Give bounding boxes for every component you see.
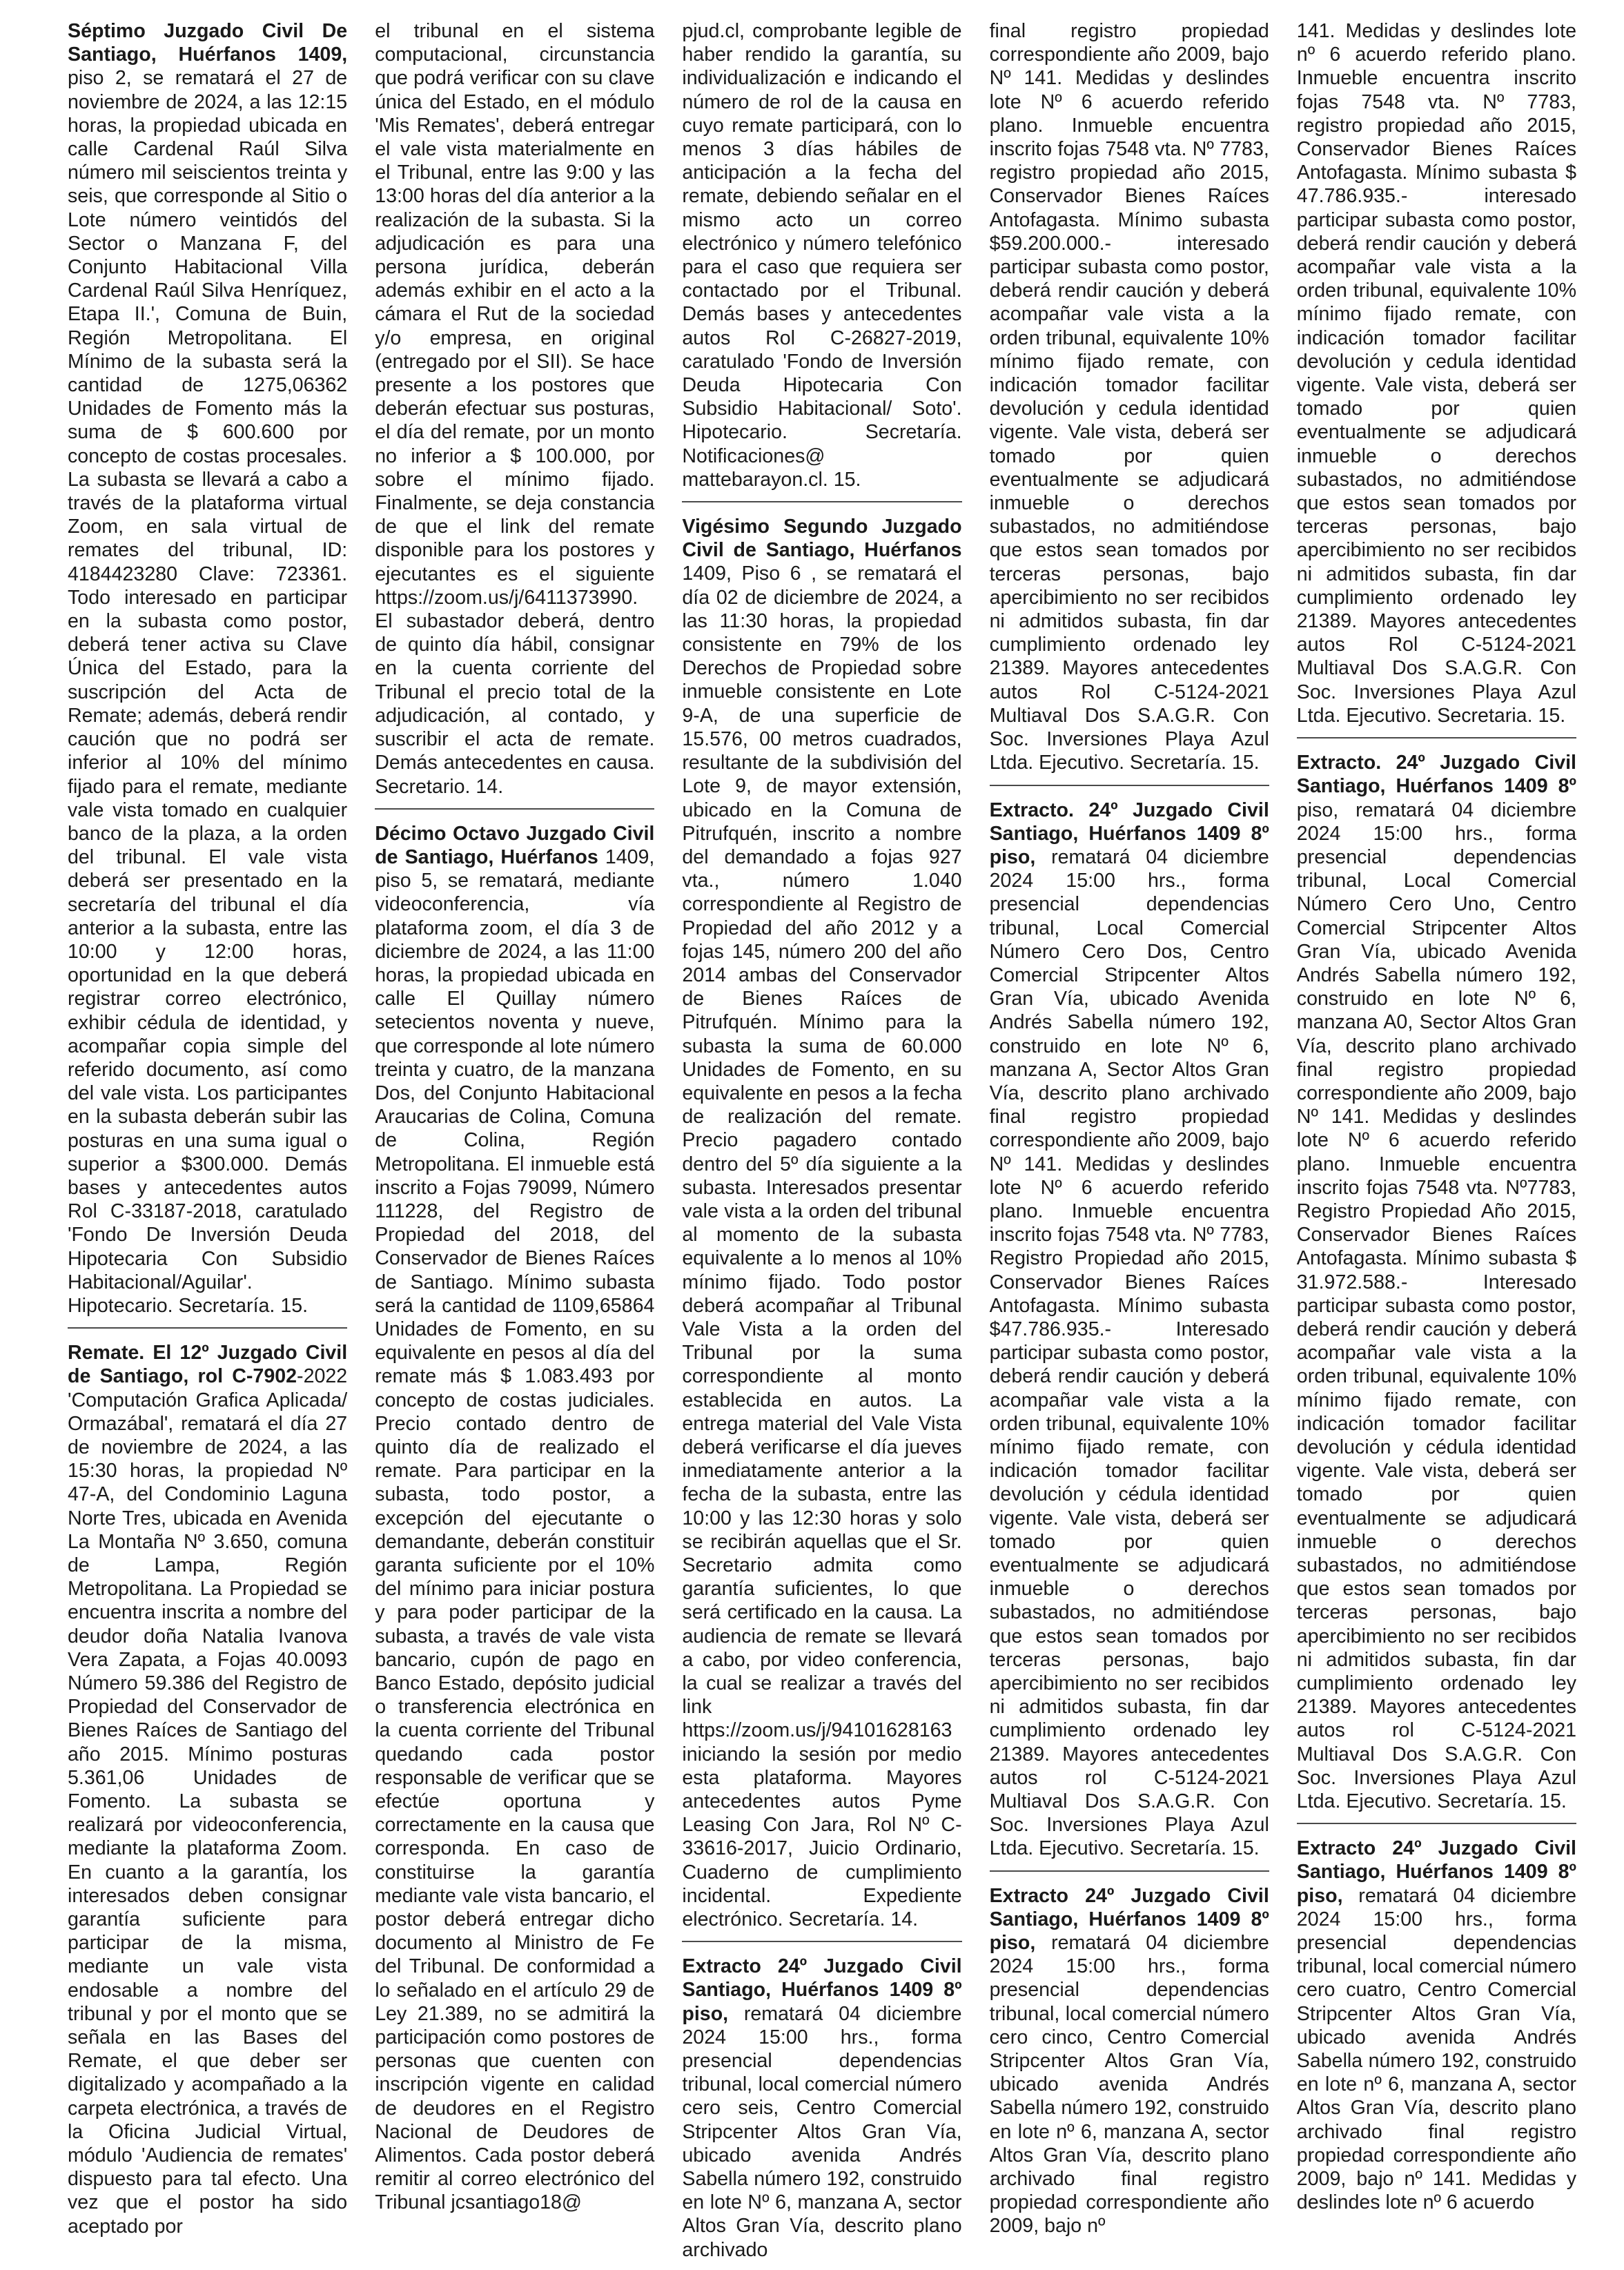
notice-heading: Extracto 24º Juzgado Civil Santiago, Huérfanos 1409 8º piso, — [1296, 1837, 1576, 1907]
notice-body: 141. Medidas y deslindes lote nº 6 acuerdo referido plano. Inmueble encuentra inscrito fojas 7548 vta. Nº 7783, registro propiedad año 2015, Conservador Bienes Raíces Antofagasta. Mínimo subasta $ 47.786.935.- interesado participar subasta como postor, deberá rendir caución y deberá acompañar vale vista a la orden tribunal, equivalente 10% mínimo fijado remate, con indicación tomador facilitar devolución y cedula identidad vigente. Vale vista, deberá ser tomado por quien eventualmente se adjudicará inmueble o derechos subastados, no admitiéndose que estos sean tomados por terceras personas, bajo apercibimiento no ser recibidos ni admitidos subasta, fin dar cumplimiento ordenado ley 21389. Mayores antecedentes autos Rol C-5124-2021 Multiaval Dos S.A.G.R. Con Soc. Inversiones Playa Azul Ltda. Ejecutivo. Secretaria. 15. — [1296, 20, 1576, 727]
notice-body: el tribunal en el sistema computacional, circunstancia que podrá verificar con su clave única del Estado, en el módulo 'Mis Remates', deberá entregar el vale vista materialmente en el Tribunal, entre las 9:00 y las 13:00 horas del día anterior a la realización de la subasta. Si la adjudicación es para una persona jurídica, deberán además exhibir en el acto a la cámara el Rut de la sociedad y/o empresa, en original (entregado por el SII). Se hace presente a los postores que deberán efectuar sus posturas, el día del remate, por un monto no inferior a $ 100.000, por sobre el mínimo fijado. Finalmente, se deja constancia de que el link del remate disponible para los postores y ejecutantes es el siguiente https://zoom.us/j/6411373990. El subastador deberá, dentro de quinto día hábil, consignar en la cuenta corriente del Tribunal el precio total de la adjudicación, al contado, y suscribir el acta de remate. Demás antecedentes en causa. Secretario. 14. — [375, 20, 655, 798]
legal-notice — [990, 1880, 1269, 2238]
notice-heading: Extracto 24º Juzgado Civil Santiago, Huérfanos 1409 8º piso, — [989, 1884, 1269, 1955]
column-2 — [375, 19, 654, 2270]
notice-heading: Remate. El 12º Juzgado Civil de Santiago, rol C-7902 — [68, 1342, 348, 1388]
column-4 — [990, 19, 1269, 2270]
legal-notice — [682, 1950, 961, 2262]
notice-body: rematará 04 diciembre 2024 15:00 hrs., forma presencial dependencias tribunal, Local Comercial Número Cero Dos, Centro Comercial Stripcenter Altos Gran Vía, ubicado Avenida Andrés Sabella número 192, construido en lote Nº 6, manzana A, Sector Altos Gran Vía, descrito plano archivado final registro propiedad correspondiente año 2009, bajo Nº 141. Medidas y deslindes lote Nº 6 acuerdo referido plano. Inmueble encuentra inscrito fojas 7548 vta. Nº 7783, Registro Propiedad año 2015, Conservador Bienes Raíces Antofagasta. Mínimo subasta $47.786.935.- Interesado participar subasta como postor, deberá rendir caución y deberá acompañar vale vista a la orden tribunal, equivalente 10% mínimo fijado remate, con indicación tomador facilitar devolución y cédula identidad vigente. Vale vista, deberá ser tomado por quien eventualmente se adjudicará inmueble o derechos subastados, no admitiéndose que estos sean tomados por terceras personas, bajo apercibimiento no ser recibidos ni admitidos subasta, fin dar cumplimiento ordenado ley 21389. Mayores antecedentes autos rol C-5124-2021 Multiaval Dos S.A.G.R. Con Soc. Inversiones Playa Azul Ltda. Ejecutivo. Secretaría. 15. — [989, 845, 1269, 1860]
notice-body: 1409, piso 5, se rematará, mediante videoconferencia, vía plataforma zoom, el día 3 de diciembre de 2024, a las 11:00 horas, la propiedad ubicada en calle El Quillay número setecientos noventa y nueve, que corresponde al lote número treinta y cuatro, de la manzana Dos, del Conjunto Habitacional Araucarias de Colina, Comuna de Colina, Región Metropolitana. El inmueble está inscrito a Fojas 79099, Número 111228, del Registro de Propiedad del 2018, del Conservador de Bienes Raíces de Santiago. Mínimo subasta será la cantidad de 1109,65864 Unidades de Fomento, en su equivalente en pesos al día del remate más $ 1.083.493 por concepto de costas judiciales. Precio contado dentro de quinto día de realizado el remate. Para participar en la subasta, todo postor, a excepción del ejecutante o demandante, deberán constituir garanta suficiente por el 10% del mínimo para iniciar postura y para poder participar de la subasta, a través de vale vista bancario, cupón de pago en Banco Estado, depósito judicial o transferencia electrónica en la cuenta corriente del Tribunal quedando cada postor responsable de verificar que se efectúe oportuna y correctamente en la causa que corresponda. En caso de constituirse la garantía mediante vale vista bancario, el postor deberá entregar dicho documento al Ministro de Fe del Tribunal. De conformidad a lo señalado en el artículo 29 de Ley 21.389, no se admitirá la participación como postores de personas que cuenten con inscripción vigente en calidad de deudores en el Registro Nacional de Deudores de Alimentos. Cada postor deberá remitir al correo electrónico del Tribunal jcsantiago18@ — [375, 845, 655, 2214]
legal-notice — [375, 818, 654, 2215]
legal-notice — [1297, 19, 1576, 738]
notice-heading: Extracto. 24º Juzgado Civil Santiago, Huérfanos 1409 8º — [1296, 752, 1576, 798]
legal-notice — [990, 19, 1269, 786]
notice-body: 1409, Piso 6 , se rematará el día 02 de diciembre de 2024, a las 11:30 horas, la propiedad consistente en 79% de los Derechos de Propiedad sobre inmueble consistente en Lote 9-A, de una superficie de 15.576, 00 metros cuadrados, resultante de la subdivisión del Lote 9, de mayor extensión, ubicado en la Comuna de Pitrufquén, inscrito a nombre del demandado a fojas 927 vta., número 1.040 correspondiente al Registro de Propiedad del año 2012 y a fojas 145, número 200 del año 2014 ambas del Conservador de Bienes Raíces de Pitrufquén. Mínimo para la subasta la suma de 60.000 Unidades de Fomento, en su equivalente en pesos a la fecha de realización del remate. Precio pagadero contado dentro del 5º día siguiente a la subasta. Interesados presentar vale vista a la orden del tribunal al momento de la subasta equivalente a lo menos al 10% mínimo fijado. Todo postor deberá acompañar al Tribunal Vale Vista a la orden del Tribunal por la suma correspondiente al monto establecida en autos. La entrega material del Vale Vista deberá verificarse el día jueves inmediatamente anterior a la fecha de la subasta, entre las 10:00 y las 12:30 horas y solo se recibirán aquellas que el Sr. Secretario admita como garantía suficientes, lo que será certificado en la causa. La audiencia de remate se llevará a cabo, por video conferencia, la cual se realizar a través del link https://zoom.us/j/94101628163 iniciando la sesión por medio esta plataforma. Mayores antecedentes autos Pyme Leasing Con Jara, Rol Nº C-33616-2017, Juicio Ordinario, Cuaderno de cumplimiento incidental. Expediente electrónico. Secretaría. 14. — [682, 562, 962, 1931]
column-3 — [682, 19, 961, 2270]
legal-notice — [68, 1337, 347, 2238]
classifieds-page — [68, 19, 1576, 2261]
notice-body: rematará 04 diciembre 2024 15:00 hrs., forma presencial dependencias tribunal, local comercial número cero cuatro, Centro Comercial Stripcenter Altos Gran Vía, ubicado avenida Andrés Sabella número 192, construido en lote nº 6, manzana A, sector Altos Gran Vía, descrito plano archivado final registro propiedad correspondiente año 2009, bajo nº 141. Medidas y deslindes lote nº 6 acuerdo — [1296, 1884, 1576, 2214]
legal-notice — [68, 19, 347, 1329]
notice-heading: Extracto. 24º Juzgado Civil Santiago, Huérfanos 1409 8º piso, — [989, 799, 1269, 868]
notice-heading: Décimo Octavo Juzgado Civil de Santiago, Huérfanos — [375, 822, 655, 868]
legal-notice — [1297, 1832, 1576, 2214]
notice-body: piso 2, se rematará el 27 de noviembre de 2024, a las 12:15 horas, la propiedad ubicada en calle Cardenal Raúl Silva número mil seiscientos treinta y seis, que corresponde al Sitio o Lote número veintidós del Sector o Manzana F, del Conjunto Habitacional Villa Cardenal Raúl Silva Henríquez, Etapa II.', Comuna de Buin, Región Metropolitana. El Mínimo de la subasta será la cantidad de 1275,06362 Unidades de Fomento más la suma de $ 600.600 por concepto de costas procesales. La subasta se llevará a cabo a través de la plataforma virtual Zoom, en sala virtual de remates del tribunal, ID: 4184423280 Clave: 723361. Todo interesado en participar en la subasta como postor, deberá tener activa su Clave Única del Estado, para la suscripción del Acta de Remate; además, deberá rendir caución que no podrá ser inferior al 10% del mínimo fijado para el remate, mediante vale vista tomado en cualquier banco de la plaza, a la orden del tribunal. El vale vista deberá ser presentado en la secretaría del tribunal el día anterior a la subasta, entre las 10:00 y 12:00 horas, oportunidad en la que deberá registrar correo electrónico, exhibir cédula de identidad, y acompañar copia simple del referido documento, así como del vale vista. Los participantes en la subasta deberán subir las posturas en una suma igual o superior a $300.000. Demás bases y antecedentes autos Rol C-33187-2018, caratulado 'Fondo De Inversión Deuda Hipotecaria Con Subsidio Habitacional/Aguilar'. Hipotecario. Secretaría. 15. — [68, 67, 348, 1317]
legal-notice — [990, 794, 1269, 1872]
notice-heading: Séptimo Juzgado Civil De Santiago, Huérfanos 1409, — [68, 20, 348, 66]
notice-body: piso, rematará 04 diciembre 2024 15:00 hrs., forma presencial dependencias tribunal, Local Comercial Número Cero Uno, Centro Comercial Stripcenter Altos Gran Vía, ubicado Avenida Andrés Sabella número 192, construido en lote Nº 6, manzana A0, Sector Altos Gran Vía, descrito plano archivado final registro propiedad correspondiente año 2009, bajo Nº 141. Medidas y deslindes lote Nº 6 acuerdo referido plano. Inmueble encuentra inscrito fojas 7548 vta. Nº7783, Registro Propiedad Año 2015, Conservador Bienes Raíces Antofagasta. Mínimo subasta $ 31.972.588.- Interesado participar subasta como postor, deberá rendir caución y deberá acompañar vale vista a la orden tribunal, equivalente 10% mínimo fijado remate, con indicación tomador facilitar devolución y cédula identidad vigente. Vale vista, deberá ser tomado por quien eventualmente se adjudicará inmueble o derechos subastados, no admitiéndose que estos sean tomados por terceras personas, bajo apercibimiento no ser recibidos ni admitidos subasta, fin dar cumplimiento ordenado ley 21389. Mayores antecedentes autos rol C-5124-2021 Multiaval Dos S.A.G.R. Con Soc. Inversiones Playa Azul Ltda. Ejecutivo. Secretaría. 15. — [1296, 799, 1576, 1813]
notice-heading: Extracto 24º Juzgado Civil Santiago, Huérfanos 1409 8º piso, — [682, 1955, 962, 2025]
notice-body: pjud.cl, comprobante legible de haber rendido la garantía, su individualización e indicando el número de rol de la causa en cuyo remate participará, con lo menos 3 días hábiles de anticipación a la fecha del remate, debiendo señalar en el mismo acto un correo electrónico y número telefónico para el caso que requiera ser contactado por el Tribunal. Demás bases y antecedentes autos Rol C-26827-2019, caratulado 'Fondo de Inversión Deuda Hipotecaria Con Subsidio Habitacional/ Soto'. Hipotecario. Secretaría. Notificaciones@ mattebarayon.cl. 15. — [682, 20, 962, 491]
legal-notice — [682, 19, 961, 502]
notice-body: final registro propiedad correspondiente año 2009, bajo Nº 141. Medidas y deslindes lote Nº 6 acuerdo referido plano. Inmueble encuentra inscrito fojas 7548 vta. Nº 7783, registro propiedad año 2015, Conservador Bienes Raíces Antofagasta. Mínimo subasta $59.200.000.- interesado participar subasta como postor, deberá rendir caución y deberá acompañar vale vista a la orden tribunal, equivalente 10% mínimo fijado remate, con indicación tomador facilitar devolución y cedula identidad vigente. Vale vista, deberá ser tomado por quien eventualmente se adjudicará inmueble o derechos subastados, no admitiéndose que estos sean tomados por terceras personas, bajo apercibimiento no ser recibidos ni admitidos subasta, fin dar cumplimiento ordenado ley 21389. Mayores antecedentes autos Rol C-5124-2021 Multiaval Dos S.A.G.R. Con Soc. Inversiones Playa Azul Ltda. Ejecutivo. Secretaría. 15. — [989, 20, 1269, 774]
notice-body: rematará 04 diciembre 2024 15:00 hrs., forma presencial dependencias tribunal, local comercial número cero seis, Centro Comercial Stripcenter Altos Gran Vía, ubicado avenida Andrés Sabella número 192, construido en lote Nº 6, manzana A, sector Altos Gran Vía, descrito plano archivado — [682, 2002, 962, 2261]
legal-notice — [682, 511, 961, 1942]
legal-notice — [375, 19, 654, 810]
notice-body: rematará 04 diciembre 2024 15:00 hrs., forma presencial dependencias tribunal, local comercial número cero cinco, Centro Comercial Stripcenter Altos Gran Vía, ubicado avenida Andrés Sabella número 192, construido en lote nº 6, manzana A, sector Altos Gran Vía, descrito plano archivado final registro propiedad correspondiente año 2009, bajo nº — [989, 1932, 1269, 2238]
notice-heading: Vigésimo Segundo Juzgado Civil de Santiago, Huérfanos — [682, 516, 962, 562]
legal-notice — [1297, 747, 1576, 1824]
notice-body: -2022 'Computación Grafica Aplicada/ Ormazábal', rematará el día 27 de noviembre de 2024, a las 15:30 horas, la propiedad Nº 47-A, del Condominio Laguna Norte Tres, ubicada en Avenida La Montaña Nº 3.650, comuna de Lampa, Región Metropolitana. La Propiedad se encuentra inscrita a nombre del deudor doña Natalia Ivanova Vera Zapata, a Fojas 40.0093 Número 59.386 del Registro de Propiedad del Conservador de Bienes Raíces de Santiago del año 2015. Mínimo posturas 5.361,06 Unidades de Fomento. La subasta se realizará por videoconferencia, mediante la plataforma Zoom. En cuanto a la garantía, los interesados deben consignar garantía suficiente para participar de la misma, mediante un vale vista endosable a nombre del tribunal y por el monto que se señala en las Bases del Remate, el que deber ser digitalizado y acompañado a la carpeta electrónica, a través de la Oficina Judicial Virtual, módulo 'Audiencia de remates' dispuesto para tal efecto. Una vez que el postor ha sido aceptado por — [68, 1365, 348, 2238]
column-1 — [68, 19, 347, 2270]
column-5 — [1297, 19, 1576, 2270]
